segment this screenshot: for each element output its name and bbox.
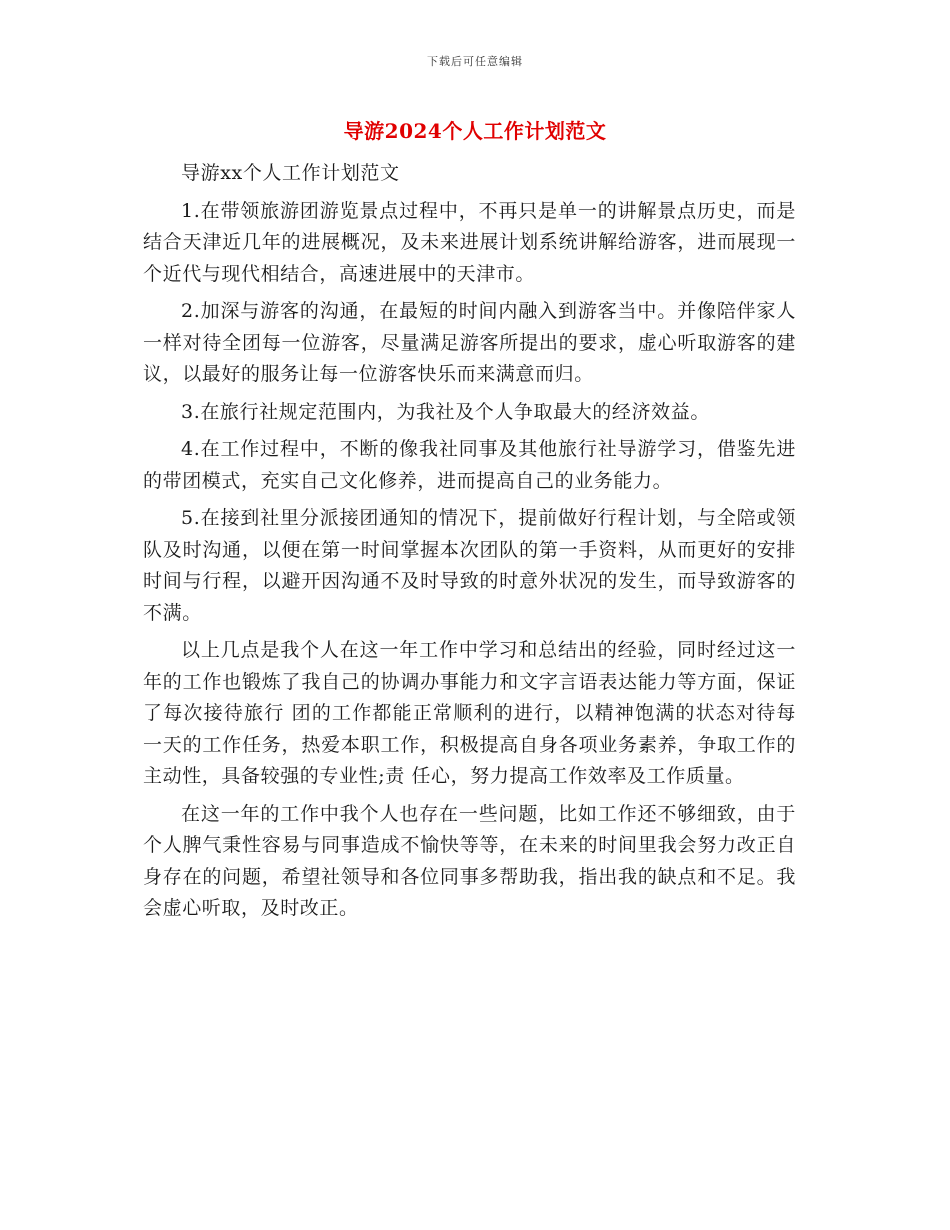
body-paragraph: 以上几点是我个人在这一年工作中学习和总结出的经验，同时经过这一年的工作也锻炼了我自己的协调办事能力和文字言语表达能力等方面，保证了每次接待旅行 团的工作都能正常顺利的进行，以精神饱满的状态对待每一天的工作任务，热爱本职工作，积极提高自身各项业务素养，争取工作的主动性，具备较强的专业性;责 任心，努力提高工作效率及工作质量。 [143, 639, 796, 787]
body-paragraph: 4.在工作过程中，不断的像我社同事及其他旅行社导游学习，借鉴先进的带团模式，充实自己文化修养，进而提高自己的业务能力。 [143, 438, 796, 492]
body-paragraph: 导游xx个人工作计划范文 [181, 162, 400, 184]
body-paragraph: 2.加深与游客的沟通，在最短的时间内融入到游客当中。并像陪伴家人一样对待全团每一位游客，尽量满足游客所提出的要求，虚心听取游客的建议，以最好的服务让每一位游客快乐而来满意而归。 [143, 300, 796, 385]
header-note: 下载后可任意编辑 [427, 55, 523, 68]
body-paragraph: 在这一年的工作中我个人也存在一些问题，比如工作还不够细致，由于个人脾气秉性容易与同事造成不愉快等等，在未来的时间里我会努力改正自身存在的问题，希望社领导和各位同事多帮助我，指出我的缺点和不足。我会虚心听取，及时改正。 [143, 802, 796, 919]
body-paragraph: 3.在旅行社规定范围内，为我社及个人争取最大的经济效益。 [181, 400, 710, 423]
body-paragraph: 1.在带领旅游团游览景点过程中，不再只是单一的讲解景点历史，而是结合天津近几年的进展概况，及未来进展计划系统讲解给游客，进而展现一个近代与现代相结合，高速进展中的天津市。 [143, 199, 796, 285]
document-body [143, 158, 796, 931]
document-title: 导游2024个人工作计划范文 [343, 119, 607, 143]
body-paragraph: 5.在接到社里分派接团通知的情况下，提前做好行程计划，与全陪或领队及时沟通，以便在第一时间掌握本次团队的第一手资料，从而更好的安排时间与行程，以避开因沟通不及时导致的时意外状况的发生，而导致游客的不满。 [143, 507, 796, 624]
